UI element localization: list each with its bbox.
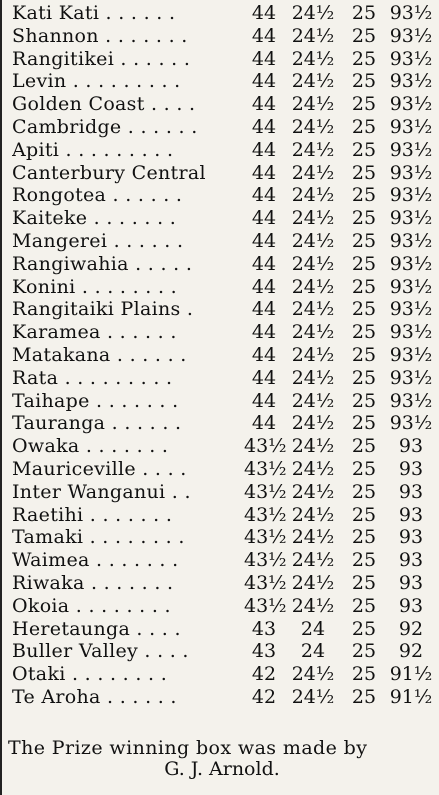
score-3: 25 — [351, 2, 377, 24]
score-3: 25 — [351, 252, 377, 275]
row-name: Rangitaiki Plains . — [12, 298, 194, 321]
table-row — [8, 481, 438, 504]
table-row — [8, 435, 438, 458]
row-name: Tauranga . . . . . . — [12, 412, 182, 435]
score-3: 25 — [351, 457, 377, 480]
score-1: 44 — [251, 389, 277, 412]
total-score: 93½ — [389, 138, 433, 161]
total-score: 93 — [398, 480, 424, 503]
score-2: 24½ — [291, 70, 335, 93]
row-name: Taihape . . . . . . . — [12, 389, 179, 412]
total-score: 92 — [398, 640, 424, 663]
score-2: 24 — [300, 640, 326, 663]
score-1: 43½ — [244, 480, 287, 503]
score-3: 25 — [351, 617, 377, 640]
score-2: 24½ — [291, 275, 335, 298]
total-score: 93 — [398, 503, 424, 526]
table-row — [8, 321, 438, 344]
table-row — [8, 526, 438, 549]
score-2: 24½ — [291, 47, 335, 70]
score-2: 24½ — [291, 571, 335, 594]
row-name: Cambridge . . . . . . — [12, 115, 198, 138]
table-row — [8, 253, 438, 276]
row-name: Riwaka . . . . . . . — [12, 571, 174, 594]
score-2: 24 — [300, 617, 326, 640]
score-1: 44 — [251, 161, 277, 184]
score-3: 25 — [351, 571, 377, 594]
table-row — [8, 367, 438, 390]
total-score: 93½ — [389, 412, 433, 435]
score-2: 24½ — [291, 549, 335, 572]
score-3: 25 — [351, 480, 377, 503]
table-row — [8, 412, 438, 435]
total-score: 93 — [398, 435, 424, 458]
score-1: 43 — [251, 640, 277, 663]
total-score: 93½ — [389, 229, 433, 252]
score-1: 44 — [251, 252, 277, 275]
total-score: 93½ — [389, 70, 433, 93]
score-2: 24½ — [291, 161, 335, 184]
total-score: 93½ — [389, 184, 433, 207]
table-row — [8, 663, 438, 686]
score-3: 25 — [351, 663, 377, 686]
table-row — [8, 48, 438, 71]
score-2: 24½ — [291, 412, 335, 435]
score-1: 44 — [251, 2, 277, 24]
score-3: 25 — [351, 321, 377, 344]
score-1: 44 — [251, 321, 277, 344]
row-name: Buller Valley . . . . — [12, 640, 189, 663]
score-3: 25 — [351, 47, 377, 70]
total-score: 92 — [398, 617, 424, 640]
row-name: Shannon . . . . . . . — [12, 24, 188, 47]
score-3: 25 — [351, 549, 377, 572]
total-score: 93½ — [389, 24, 433, 47]
total-score: 93½ — [389, 298, 433, 321]
row-name: Heretaunga . . . . — [12, 617, 181, 640]
score-2: 24½ — [291, 663, 335, 686]
score-3: 25 — [351, 115, 377, 138]
score-3: 25 — [351, 184, 377, 207]
score-3: 25 — [351, 24, 377, 47]
footer-line-1: The Prize winning box was made by — [8, 737, 368, 759]
table-row — [8, 298, 438, 321]
score-2: 24½ — [291, 298, 335, 321]
total-score: 93½ — [389, 389, 433, 412]
table-row — [8, 618, 438, 641]
total-score: 93 — [398, 526, 424, 549]
score-2: 24½ — [291, 343, 335, 366]
total-score: 93 — [398, 549, 424, 572]
table-row — [8, 458, 438, 481]
total-score: 93½ — [389, 321, 433, 344]
score-1: 44 — [251, 366, 277, 389]
total-score: 93½ — [389, 2, 433, 24]
score-1: 44 — [251, 275, 277, 298]
table-row — [8, 686, 438, 709]
score-2: 24½ — [291, 480, 335, 503]
score-3: 25 — [351, 435, 377, 458]
table-row — [8, 230, 438, 253]
total-score: 93½ — [389, 47, 433, 70]
table-row — [8, 572, 438, 595]
score-2: 24½ — [291, 435, 335, 458]
score-3: 25 — [351, 161, 377, 184]
score-2: 24½ — [291, 389, 335, 412]
score-3: 25 — [351, 70, 377, 93]
score-3: 25 — [351, 412, 377, 435]
score-1: 42 — [251, 685, 277, 708]
score-2: 24½ — [291, 229, 335, 252]
score-1: 43½ — [244, 457, 287, 480]
score-2: 24½ — [291, 526, 335, 549]
score-3: 25 — [351, 685, 377, 708]
score-3: 25 — [351, 526, 377, 549]
score-1: 44 — [251, 184, 277, 207]
score-2: 24½ — [291, 594, 335, 617]
score-1: 44 — [251, 229, 277, 252]
score-1: 44 — [251, 24, 277, 47]
row-name: Owaka . . . . . . . — [12, 435, 169, 458]
table-row — [8, 640, 438, 663]
score-1: 43½ — [244, 503, 287, 526]
footer-line-2: G. J. Arnold. — [164, 758, 280, 780]
total-score: 93½ — [389, 275, 433, 298]
row-name: Inter Wanganui . . — [12, 480, 191, 503]
total-score: 93½ — [389, 366, 433, 389]
score-2: 24½ — [291, 321, 335, 344]
table-row — [8, 595, 438, 618]
score-3: 25 — [351, 93, 377, 116]
row-name: Golden Coast . . . . — [12, 93, 196, 116]
table-row — [8, 207, 438, 230]
score-3: 25 — [351, 298, 377, 321]
score-1: 43½ — [244, 549, 287, 572]
row-name: Rata . . . . . . . . . — [12, 366, 173, 389]
score-2: 24½ — [291, 207, 335, 230]
row-name: Karamea . . . . . . — [12, 321, 177, 344]
score-1: 42 — [251, 663, 277, 686]
score-3: 25 — [351, 275, 377, 298]
score-2: 24½ — [291, 366, 335, 389]
score-1: 43½ — [244, 526, 287, 549]
score-3: 25 — [351, 207, 377, 230]
row-name: Waimea . . . . . . . — [12, 549, 179, 572]
row-name: Levin . . . . . . . . . — [12, 70, 181, 93]
score-2: 24½ — [291, 93, 335, 116]
total-score: 93 — [398, 594, 424, 617]
row-name: Apiti . . . . . . . . . — [12, 138, 174, 161]
row-name: Rongotea . . . . . . — [12, 184, 183, 207]
score-1: 44 — [251, 93, 277, 116]
score-3: 25 — [351, 389, 377, 412]
score-1: 44 — [251, 47, 277, 70]
score-3: 25 — [351, 138, 377, 161]
total-score: 91½ — [389, 685, 433, 708]
footer-note — [8, 738, 436, 780]
score-2: 24½ — [291, 24, 335, 47]
total-score: 93½ — [389, 207, 433, 230]
score-2: 24½ — [291, 184, 335, 207]
score-1: 44 — [251, 412, 277, 435]
results-table — [8, 2, 438, 709]
row-name: Te Aroha . . . . . . — [12, 685, 177, 708]
score-2: 24½ — [291, 252, 335, 275]
row-name: Rangiwahia . . . . . — [12, 252, 193, 275]
table-row — [8, 276, 438, 299]
score-3: 25 — [351, 503, 377, 526]
row-name: Mangerei . . . . . . — [12, 229, 184, 252]
score-3: 25 — [351, 594, 377, 617]
score-1: 43½ — [244, 594, 287, 617]
score-1: 44 — [251, 298, 277, 321]
table-row — [8, 2, 438, 25]
score-2: 24½ — [291, 2, 335, 24]
row-name: Mauriceville . . . . — [12, 457, 187, 480]
total-score: 93½ — [389, 252, 433, 275]
score-1: 44 — [251, 343, 277, 366]
table-row — [8, 390, 438, 413]
row-name: Otaki . . . . . . . . — [12, 663, 168, 686]
total-score: 91½ — [389, 663, 433, 686]
row-name: Tamaki . . . . . . . . — [12, 526, 185, 549]
total-score: 93½ — [389, 161, 433, 184]
score-3: 25 — [351, 229, 377, 252]
score-3: 25 — [351, 640, 377, 663]
table-row — [8, 116, 438, 139]
table-row — [8, 93, 438, 116]
table-row — [8, 70, 438, 93]
total-score: 93½ — [389, 93, 433, 116]
score-1: 43½ — [244, 435, 287, 458]
table-row — [8, 139, 438, 162]
table-row — [8, 184, 438, 207]
score-2: 24½ — [291, 503, 335, 526]
row-name: Konini . . . . . . . . — [12, 275, 177, 298]
table-row — [8, 549, 438, 572]
table-row — [8, 162, 438, 185]
score-2: 24½ — [291, 457, 335, 480]
score-2: 24½ — [291, 138, 335, 161]
score-2: 24½ — [291, 685, 335, 708]
total-score: 93½ — [389, 115, 433, 138]
score-1: 44 — [251, 70, 277, 93]
score-3: 25 — [351, 366, 377, 389]
total-score: 93 — [398, 457, 424, 480]
score-1: 44 — [251, 138, 277, 161]
table-row — [8, 344, 438, 367]
score-1: 43 — [251, 617, 277, 640]
score-2: 24½ — [291, 115, 335, 138]
row-name: Matakana . . . . . . — [12, 343, 187, 366]
score-1: 43½ — [244, 571, 287, 594]
row-name: Kati Kati . . . . . . — [12, 2, 176, 24]
row-name: Okoia . . . . . . . . — [12, 594, 171, 617]
score-3: 25 — [351, 343, 377, 366]
score-1: 44 — [251, 115, 277, 138]
row-name: Kaiteke . . . . . . . — [12, 207, 177, 230]
table-row — [8, 504, 438, 527]
total-score: 93½ — [389, 343, 433, 366]
total-score: 93 — [398, 571, 424, 594]
row-name: Rangitikei . . . . . . — [12, 47, 191, 70]
row-name: Canterbury Central — [12, 161, 206, 184]
table-row — [8, 25, 438, 48]
row-name: Raetihi . . . . . . . — [12, 503, 173, 526]
score-1: 44 — [251, 207, 277, 230]
